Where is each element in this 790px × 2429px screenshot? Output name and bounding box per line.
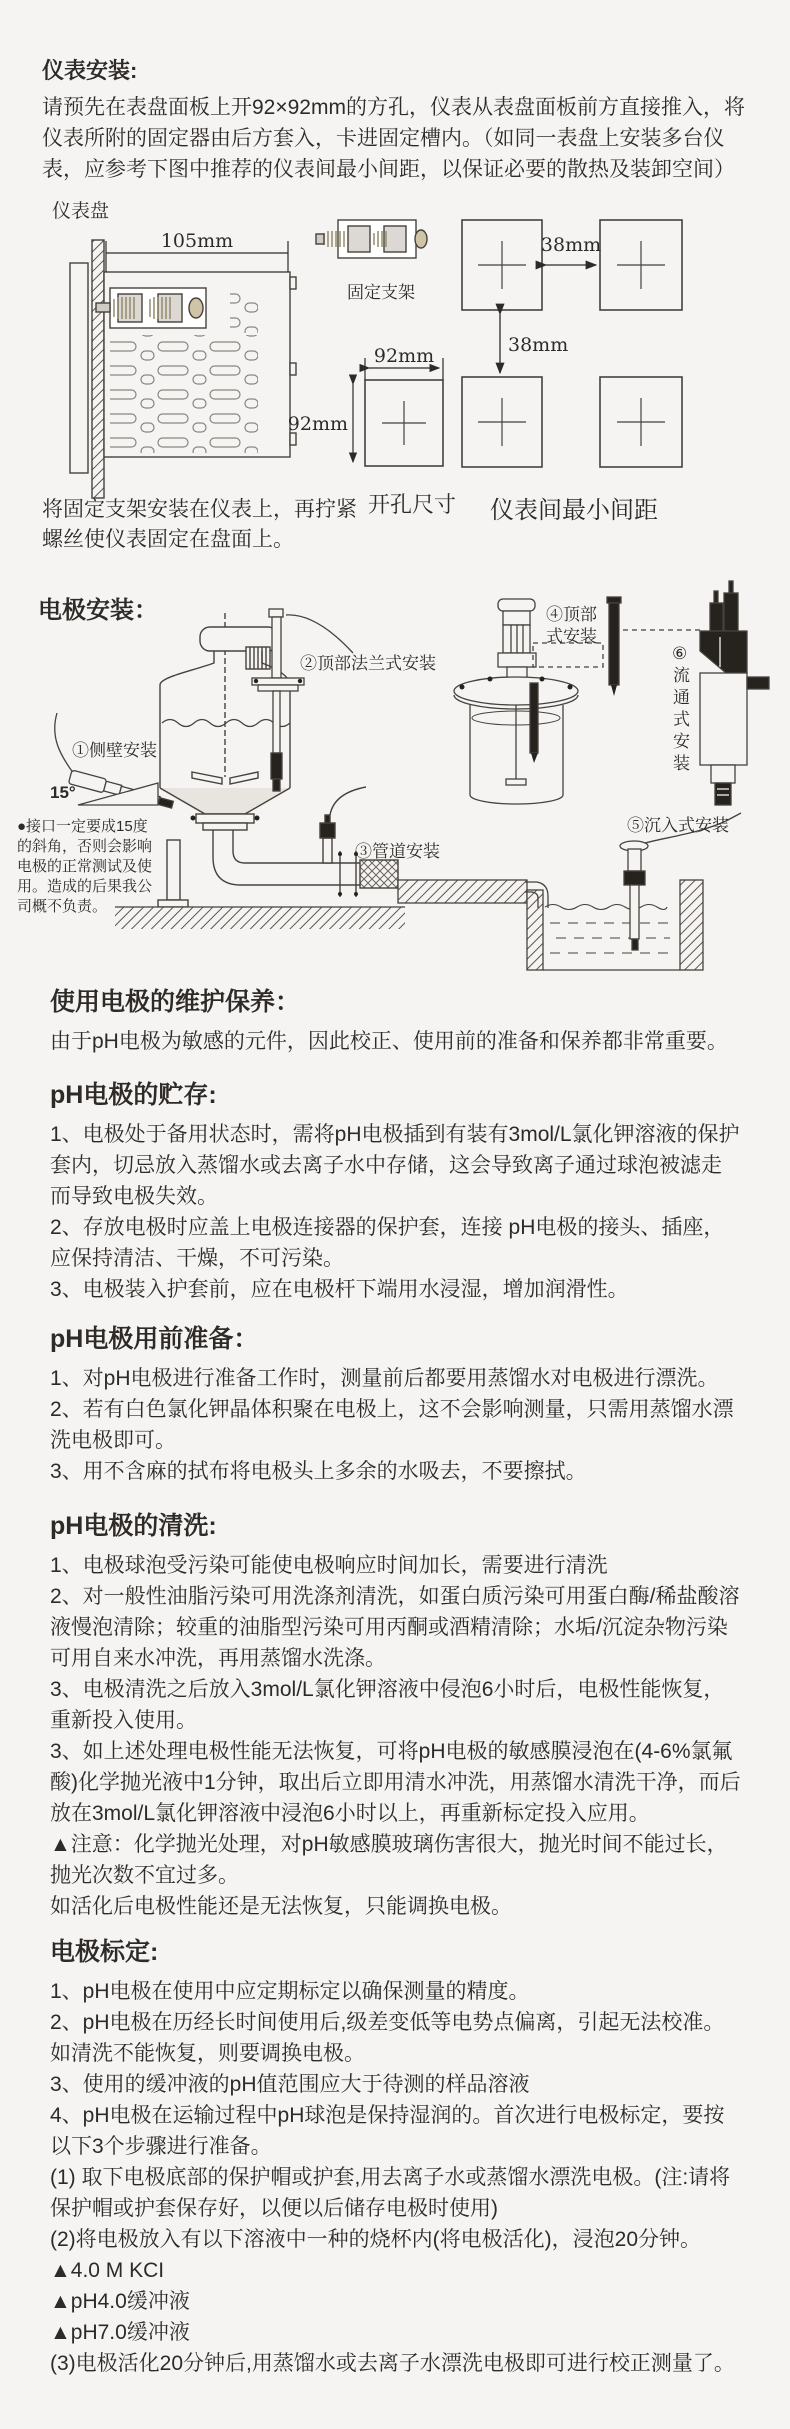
dim-38h-label: 38mm xyxy=(540,234,602,256)
list-item: (1) 取下电极底部的保护帽或护套,用去离子水或蒸馏水漂洗电极。(注:请将保护帽或护套保存好，以便以后储存电极时使用) xyxy=(50,2166,731,2220)
label-angle-15: 15° xyxy=(50,783,76,802)
list-item: 3、用不含麻的拭布将电极头上多余的水吸去，不要擦拭。 xyxy=(50,1460,587,1483)
section-title-electrode-install: 电极安装： xyxy=(38,597,158,624)
list-item: 3、电极装入护套前，应在电极杆下端用水浸湿，增加润滑性。 xyxy=(50,1278,629,1301)
svg-text:流: 流 xyxy=(673,666,690,685)
label-flow-through xyxy=(672,644,690,773)
label-top-mount-2: 式安装 xyxy=(546,627,597,646)
list-item: ▲pH7.0缓冲液 xyxy=(50,2321,190,2344)
pit-left-wall xyxy=(527,890,543,970)
label-pipeline: ③管道安装 xyxy=(355,842,440,861)
paragraph: 由于pH电极为敏感的元件，因此校正、使用前的准备和保养都非常重要。 xyxy=(50,1030,728,1053)
instrument-install-intro: 请预先在表盘面板上开92×92mm的方孔，仪表从表盘面板前方直接推入，将仪表所附的固定器由后方套入，卡进固定槽内。（如同一表盘上安装多台仪表，应参考下图中推荐的仪表间最小间距，以保证必要的散热及装卸空间） xyxy=(42,96,745,181)
section-calibration xyxy=(50,1936,742,2379)
list-item: (2)将电极放入有以下溶液中一种的烧杯内(将电极活化)，浸泡20分钟。 xyxy=(50,2228,702,2251)
list-item: 1、电极球泡受污染可能使电极响应时间加长，需要进行清洗 xyxy=(50,1554,608,1577)
section-title-calibration: 电极标定: xyxy=(50,1938,159,1966)
angle-warning-note xyxy=(17,817,152,915)
svg-text:●接口一定要成15度: ●接口一定要成15度 xyxy=(17,818,148,835)
svg-text:通: 通 xyxy=(673,688,690,707)
bracket-caption-line1: 将固定支架安装在仪表上，再拧紧 xyxy=(42,498,357,521)
mounting-bracket xyxy=(96,288,206,328)
spacing-label: 仪表间最小间距 xyxy=(490,497,658,524)
list-item: 如活化后电极性能还是无法恢复，只能调换电极。 xyxy=(50,1895,512,1918)
svg-text:⑥: ⑥ xyxy=(672,644,688,663)
list-item: 1、电极处于备用状态时，需将pH电极插到有装有3mol/L氯化钾溶液的保护套内，切忌放入蒸馏水或去离子水中存储，这会导致离子通过球泡被滤走而导致电极失效。 xyxy=(50,1123,740,1208)
water-surface xyxy=(545,905,667,910)
section-maintenance xyxy=(50,986,742,1057)
list-item: 2、存放电极时应盖上电极连接器的保护套，连接 pH电极的接头、插座，应保持清洁、干燥，不可污染。 xyxy=(50,1216,725,1270)
section-title-maintenance: 使用电极的维护保养： xyxy=(50,988,301,1016)
section-cleaning xyxy=(50,1510,742,1922)
svg-text:司概不负责。: 司概不负责。 xyxy=(17,898,108,915)
panel-mount-diagram xyxy=(0,195,790,535)
list-item: ▲注意：化学抛光处理，对pH敏感膜玻璃伤害很大，抛光时间不能过长，抛光次数不宜过多。 xyxy=(50,1833,728,1887)
deck-hatch xyxy=(398,880,527,903)
dim-92h-label: 92mm xyxy=(373,345,435,367)
panel-label: 仪表盘 xyxy=(52,201,110,222)
submersion-pit xyxy=(398,813,741,970)
panel-board xyxy=(70,263,88,473)
list-item: 3、使用的缓冲液的pH值范围应大于待测的样品溶液 xyxy=(50,2073,530,2096)
bracket-caption xyxy=(42,495,402,555)
electrode-install-diagram xyxy=(0,555,790,1010)
label-submersion: ⑤沉入式安装 xyxy=(627,816,729,835)
spacing-squares xyxy=(462,220,682,467)
ground-hatch xyxy=(115,907,405,929)
panel-side-view xyxy=(70,240,296,498)
dim-92v-label: 92mm xyxy=(287,413,348,435)
list-item: (3)电极活化20分钟后,用蒸馏水或去离子水漂洗电极即可进行校正测量了。 xyxy=(50,2352,735,2375)
section-title-cleaning: pH电极的清洗: xyxy=(50,1512,217,1540)
label-top-flange: ②顶部法兰式安装 xyxy=(300,654,436,673)
list-item: 3、如上述处理电极性能无法恢复，可将pH电极的敏感膜浸泡在(4-6%氯氟酸)化学抛光液中1分钟，取出后立即用清水冲洗，用蒸馏水清洗干净，而后放在3mol/L氯化钾溶液中浸泡6小时以上，再重新标定投入应用。 xyxy=(50,1740,741,1825)
list-item: 1、pH电极在使用中应定期标定以确保测量的精度。 xyxy=(50,1980,530,2003)
svg-text:式: 式 xyxy=(673,710,690,729)
list-item: ▲4.0 M KCI xyxy=(50,2259,165,2282)
fixing-bracket xyxy=(316,220,427,258)
cutout-label: 开孔尺寸 xyxy=(368,492,457,517)
section-title-storage: pH电极的贮存: xyxy=(50,1081,217,1109)
svg-text:安: 安 xyxy=(673,732,690,751)
label-side-wall: ①侧壁安装 xyxy=(72,741,157,760)
list-item: 2、对一般性油脂污染可用洗涤剂清洗，如蛋白质污染可用蛋白酶/稀盐酸溶液慢泡清除；较重的油脂型污染可用丙酮或酒精清除；水垢/沉淀杂物污染可用自来水冲洗，再用蒸馏水洗涤。 xyxy=(50,1585,740,1670)
flow-cell xyxy=(700,581,769,805)
electrode-cable xyxy=(330,787,366,815)
list-item: ▲pH4.0缓冲液 xyxy=(50,2290,190,2313)
svg-text:的斜角，否则会影响: 的斜角，否则会影响 xyxy=(17,838,153,855)
label-top-mount-1: ④顶部 xyxy=(546,605,597,624)
list-item: 2、pH电极在历经长时间使用后,级差变低等电势点偏离，引起无法校准。如清洗不能恢复，则要调换电极。 xyxy=(50,2011,725,2065)
bracket-caption-line2: 螺丝使仪表固定在盘面上。 xyxy=(42,528,294,551)
braided-hose xyxy=(360,860,398,888)
flange-leader-line xyxy=(286,615,353,653)
list-item: 1、对pH电极进行准备工作时，测量前后都要用蒸馏水对电极进行漂洗。 xyxy=(50,1367,719,1390)
section-storage xyxy=(50,1079,742,1305)
dim-105-label: 105mm xyxy=(160,230,234,252)
svg-text:电极的正常测试及使: 电极的正常测试及使 xyxy=(17,858,153,875)
svg-text:装: 装 xyxy=(673,754,690,773)
section-preparation xyxy=(50,1323,742,1487)
section-title-preparation: pH电极用前准备： xyxy=(50,1325,259,1353)
dim-38v-label: 38mm xyxy=(508,334,569,356)
fixing-bracket-label: 固定支架 xyxy=(347,283,415,302)
list-item: 2、若有白色氯化钾晶体积聚在电极上，这不会影响测量，只需用蒸馏水漂洗电极即可。 xyxy=(50,1398,734,1452)
section-title-instrument-install: 仪表安装: xyxy=(42,58,138,83)
vent-slots xyxy=(110,335,258,453)
cutout-square xyxy=(353,358,443,466)
pit-right-wall xyxy=(680,880,703,970)
panel-wall-hatch xyxy=(92,240,104,498)
list-item: 4、pH电极在运输过程中pH球泡是保持湿润的。首次进行电极标定，要按以下3个步骤进行准备。 xyxy=(50,2104,725,2158)
svg-text:用。造成的后果我公: 用。造成的后果我公 xyxy=(17,878,153,895)
list-item: 3、电极清洗之后放入3mol/L氯化钾溶液中侵泡6小时后，电极性能恢复，重新投入使用。 xyxy=(50,1678,725,1732)
callout-box xyxy=(533,643,603,667)
